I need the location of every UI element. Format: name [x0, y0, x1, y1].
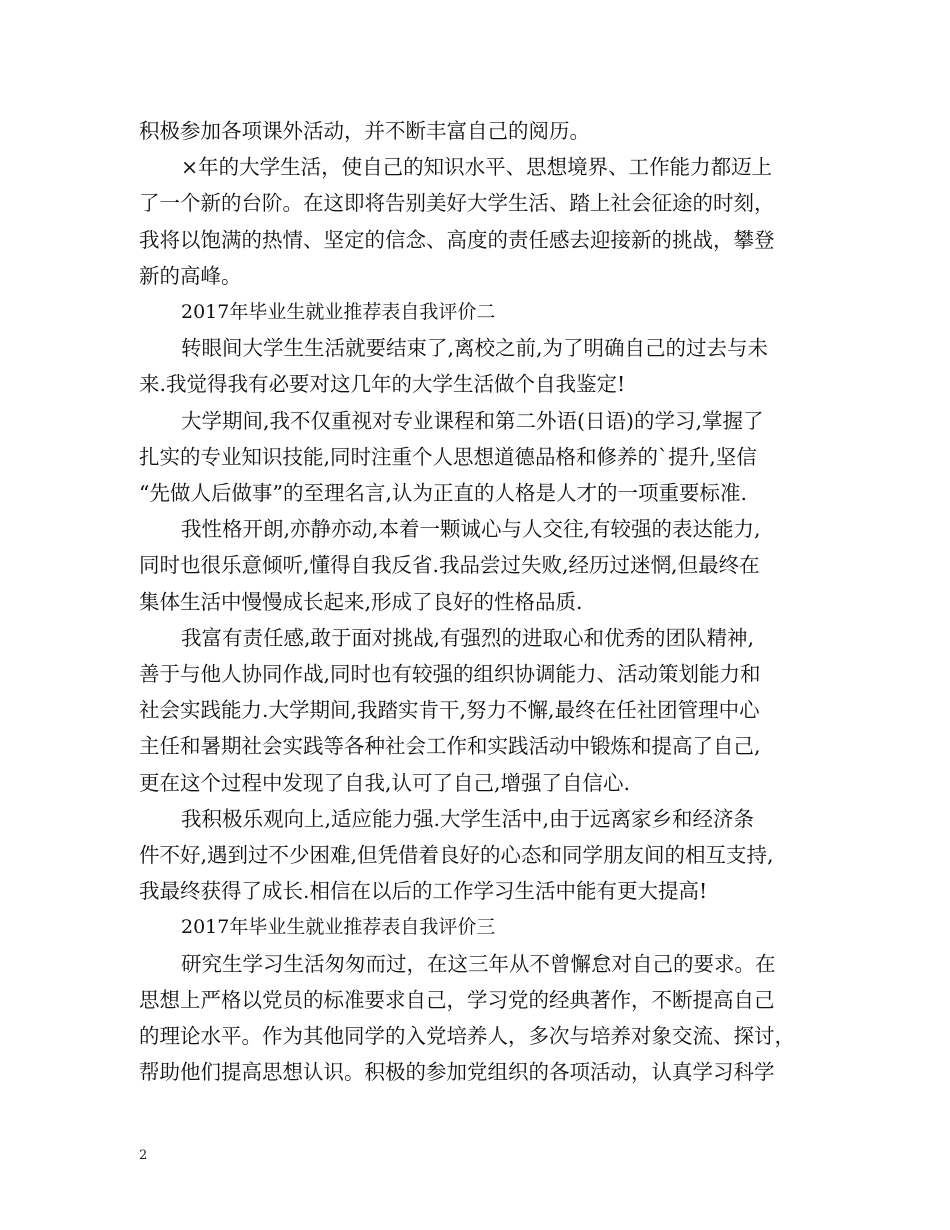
paragraph-first-line: 转眼间大学生生活就要结束了,离校之前,为了明确自己的过去与未 — [181, 336, 769, 361]
text-line: 积极参加各项课外活动，并不断丰富自己的阅历。 — [139, 119, 590, 143]
paragraph-first-line: 我性格开朗,亦静亦动,本着一颗诚心与人交往,有较强的表达能力, — [181, 517, 761, 542]
section-heading: 2017年毕业生就业推荐表自我评价二 — [181, 301, 496, 324]
text-line: 扎实的专业知识技能,同时注重个人思想道德品格和修养的`提升,坚信 — [139, 444, 757, 469]
text-line: 件不好,遇到过不少困难,但凭借着良好的心态和同学朋友间的相互支持, — [139, 843, 774, 868]
text-line: 帮助他们提高思想认识。积极的参加党组织的各项活动，认真学习科学 — [139, 1060, 775, 1085]
paragraph-first-line: 大学期间,我不仅重视对专业课程和第二外语(日语)的学习,掌握了 — [181, 408, 764, 433]
paragraph-first-line: 我积极乐观向上,适应能力强.大学生活中,由于远离家乡和经济条 — [181, 806, 755, 831]
section-heading: 2017年毕业生就业推荐表自我评价三 — [181, 916, 496, 939]
text-line: 同时也很乐意倾听,懂得自我反省.我品尝过失败,经历过迷惘,但最终在 — [139, 553, 760, 578]
paragraph-first-line: ×年的大学生活，使自己的知识水平、思想境界、工作能力都迈上 — [181, 155, 773, 180]
text-line: 来.我觉得我有必要对这几年的大学生活做个自我鉴定! — [139, 372, 626, 397]
text-line: 更在这个过程中发现了自我,认可了自己,增强了自信心. — [139, 770, 631, 795]
text-line: 了一个新的台阶。在这即将告别美好大学生活、踏上社会征途的时刻， — [139, 191, 775, 216]
text-line: 主任和暑期社会实践等各种社会工作和实践活动中锻炼和提高了自己, — [139, 734, 761, 759]
document-body — [139, 113, 819, 1090]
text-line: 我将以饱满的热情、坚定的信念、高度的责任感去迎接新的挑战，攀登 — [139, 227, 775, 252]
text-line: 的理论水平。作为其他同学的入党培养人，多次与培养对象交流、探讨， — [139, 1024, 795, 1049]
paragraph-first-line: 研究生学习生活匆匆而过，在这三年从不曾懈怠对自己的要求。在 — [181, 951, 776, 976]
paragraph-first-line: 我富有责任感,敢于面对挑战,有强烈的进取心和优秀的团队精神, — [181, 625, 755, 650]
text-line: 善于与他人协同作战,同时也有较强的组织协调能力、活动策划能力和 — [139, 662, 761, 687]
text-line: 社会实践能力.大学期间,我踏实肯干,努力不懈,最终在任社团管理中心 — [139, 698, 760, 723]
page-number: 2 — [139, 1148, 148, 1163]
text-line: “先做人后做事”的至理名言,认为正直的人格是人才的一项重要标准. — [139, 481, 747, 506]
text-line: 集体生活中慢慢成长起来,形成了良好的性格品质. — [139, 589, 583, 614]
text-line: 思想上严格以党员的标准要求自己，学习党的经典著作，不断提高自己 — [139, 987, 775, 1012]
text-line: 我最终获得了成长.相信在以后的工作学习生活中能有更大提高! — [139, 879, 708, 904]
text-line: 新的高峰。 — [139, 263, 242, 288]
